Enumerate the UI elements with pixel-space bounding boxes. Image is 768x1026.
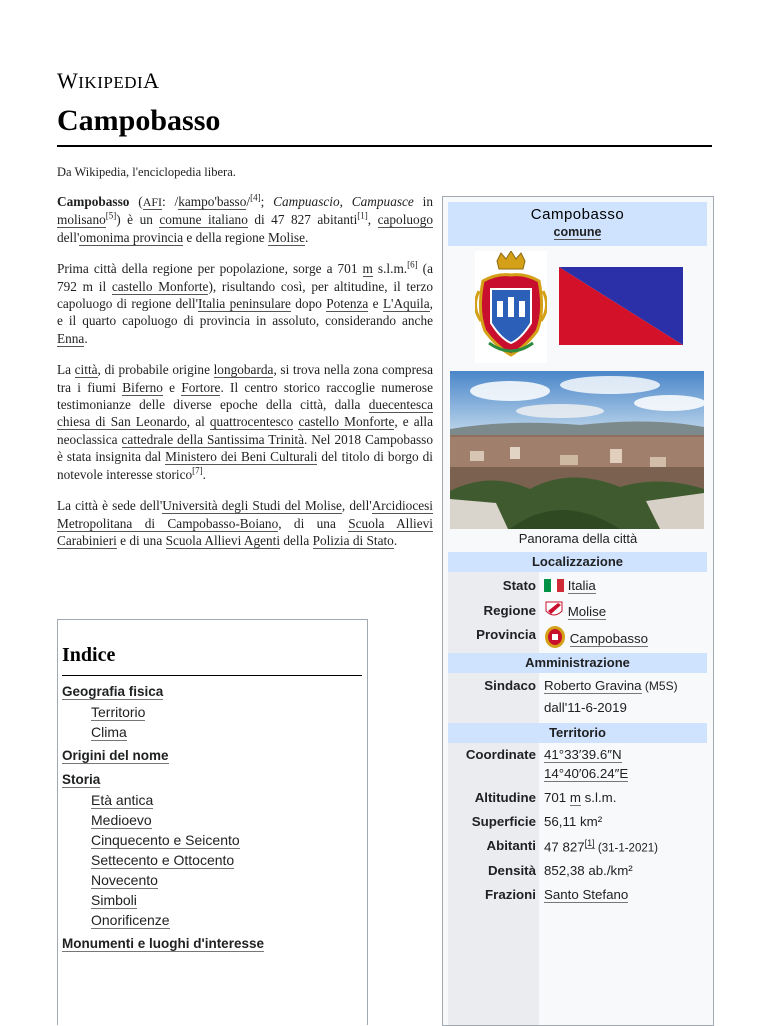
section-amministrazione: Amministrazione	[448, 653, 707, 673]
afi-link[interactable]: AFI	[142, 195, 163, 209]
value-longitude[interactable]: 14°40′06.24″E	[544, 766, 629, 781]
paragraph-institutions: La città è sede dell'Università degli Studi del Molise, dell'Arcidiocesi Metropolitana di Campobasso-Boiano, di una Scuola Allievi Carabinieri e di una Scuola Allievi Agenti della Polizia di Stato.	[57, 498, 433, 548]
paragraph-geography: Prima città della regione per popolazione, sorge a 701 m s.l.m.[6] (a 792 m il castello Monforte), risultando così, per altitudine, il terzo capoluogo di regione dell'Italia peninsulare dopo Potenza e L'Aquila, e il quarto capoluogo di provincia in assoluto, considerando anche Enna.	[57, 259, 434, 346]
paragraph-history: La città, di probabile origine longobarda, si trova nella zona compresa tra i fiumi Biferno e Fortore. Il centro storico raccoglie numerose testimonianze delle diverse epoche della città, dalla duecentesca chiesa di San Leonardo, al quattrocentesco castello Monforte, e alla neoclassica cattedrale della Santissima Trinità. Nel 2018 Campobasso è stata insignita dal Ministero dei Beni Culturali del titolo di borgo di notevole interesse storico[7].	[57, 362, 434, 482]
row-coordinate	[448, 747, 707, 787]
arcidiocesi-link[interactable]: Arcidiocesi Metropolitana di Campobasso-Boiano	[57, 498, 433, 531]
aquila-link[interactable]: L'Aquila	[382, 296, 430, 312]
label-frazioni[interactable]: Frazioni	[485, 887, 536, 902]
value-superficie: 56,11 km²	[544, 814, 603, 829]
row-frazioni	[448, 887, 707, 907]
row-superficie	[448, 814, 707, 834]
toc-list	[62, 680, 362, 954]
toc-title: Indice	[62, 644, 116, 666]
potenza-link[interactable]: Potenza	[326, 296, 369, 312]
toc-item[interactable]: Simboli	[91, 892, 137, 908]
subject-name: Campobasso	[57, 194, 130, 209]
value-regione[interactable]: Molise	[544, 601, 606, 619]
province-coat-icon	[544, 625, 566, 649]
toc-item[interactable]: Storia	[62, 772, 101, 787]
metro-link[interactable]: m	[362, 261, 373, 277]
label-superficie[interactable]: Superficie	[471, 814, 536, 829]
biferno-link[interactable]: Biferno	[122, 379, 163, 395]
toc-item[interactable]: Onorificenze	[91, 912, 170, 928]
toc-item[interactable]: Novecento	[91, 872, 158, 888]
tagline: Da Wikipedia, l'enciclopedia libera.	[57, 165, 236, 179]
wordmark-middle: IKIPEDI	[78, 73, 144, 92]
provincia-link[interactable]: omonima provincia	[79, 229, 184, 245]
label-altitudine[interactable]: Altitudine	[474, 790, 536, 805]
table-of-contents	[57, 619, 368, 1025]
paragraph-intro: Campobasso (AFI: /kampo'basso/[4]; Campuascio, Campuasce in molisano[5]) è un comune italiano di 47 827 abitanti[1], capoluogo dell'omonima provincia e della regione Molise.	[57, 192, 433, 245]
toc-item[interactable]: Settecento e Ottocento	[91, 852, 235, 868]
ref-4[interactable]: [4]	[250, 192, 261, 203]
ref-1[interactable]: [1]	[357, 210, 368, 221]
value-provincia[interactable]: Campobasso	[544, 625, 648, 649]
cattedrale-link[interactable]: cattedrale della Santissima Trinità	[121, 431, 305, 447]
duecentesca-link[interactable]: duecentesca	[368, 397, 433, 413]
carabinieri-link[interactable]: Scuola Allievi Carabinieri	[57, 515, 433, 548]
label-stato[interactable]: Stato	[502, 578, 536, 593]
wikipedia-wordmark[interactable]	[57, 68, 160, 94]
castello-link[interactable]: castello Monforte	[111, 278, 209, 294]
row-abitanti	[448, 838, 707, 858]
value-densita: 852,38 ab./km²	[544, 863, 633, 878]
molise-coat-icon	[544, 601, 564, 619]
italy-flag-icon	[544, 579, 564, 592]
value-sindaco[interactable]: Roberto Gravina (M5S)	[544, 678, 678, 693]
article-body	[57, 193, 433, 563]
ref-6[interactable]: [6]	[407, 259, 418, 270]
label-provincia[interactable]: Provincia	[476, 627, 536, 642]
value-latitude[interactable]: 41°33′39.6″N	[544, 747, 622, 762]
row-altitudine	[448, 790, 707, 810]
label-coordinate[interactable]: Coordinate	[465, 747, 536, 762]
label-densita[interactable]: Densità	[487, 863, 536, 878]
label-abitanti[interactable]: Abitanti	[486, 838, 536, 853]
chiesa-link[interactable]: chiesa di San Leonardo	[57, 414, 187, 430]
longobarda-link[interactable]: longobarda	[213, 362, 274, 378]
ref-1-link[interactable]: [1]	[584, 838, 595, 848]
value-stato[interactable]: Italia	[544, 578, 596, 593]
page-title: Campobasso	[57, 104, 221, 137]
row-stato	[448, 578, 707, 598]
toc-item[interactable]: Cinquecento e Seicento	[91, 832, 240, 848]
quattrocentesco-link[interactable]: quattrocentesco	[209, 414, 294, 430]
molise-link[interactable]: Molise	[268, 229, 305, 245]
label-sindaco[interactable]: Sindaco	[484, 678, 536, 693]
ref-7[interactable]: [7]	[192, 465, 203, 476]
universita-link[interactable]: Università degli Studi del Molise	[162, 498, 342, 514]
toc-divider	[62, 675, 362, 676]
toc-item[interactable]: Territorio	[91, 704, 146, 720]
section-territorio: Territorio	[448, 723, 707, 743]
row-provincia	[448, 625, 707, 651]
infobox-type[interactable]: comune	[553, 225, 602, 239]
row-sindaco	[448, 678, 707, 718]
image-caption: Panorama della città	[518, 531, 638, 546]
city-flag-icon[interactable]	[559, 267, 683, 345]
toc-item[interactable]: Clima	[91, 724, 127, 740]
title-divider	[57, 145, 712, 147]
toc-item[interactable]: Geografia fisica	[62, 684, 164, 699]
row-regione	[448, 601, 707, 623]
wordmark-w: W	[57, 68, 79, 93]
ipa-link[interactable]: kampo'basso	[178, 194, 247, 209]
agenti-link[interactable]: Scuola Allievi Agenti	[165, 532, 281, 548]
toc-item[interactable]: Origini del nome	[62, 748, 169, 763]
citta-link[interactable]: città	[74, 362, 98, 378]
toc-item[interactable]: Medioevo	[91, 812, 152, 828]
comune-link[interactable]: comune italiano	[159, 212, 248, 228]
castello-monforte-link[interactable]: castello Monforte	[298, 414, 395, 430]
capoluogo-link[interactable]: capoluogo	[377, 212, 433, 228]
section-localizzazione: Localizzazione	[448, 552, 707, 572]
italia-link[interactable]: Italia peninsulare	[197, 296, 291, 312]
toc-item[interactable]: Età antica	[91, 792, 154, 808]
infobox-name: Campobasso	[530, 206, 625, 223]
city-panorama-image[interactable]	[450, 371, 704, 529]
value-frazioni[interactable]: Santo Stefano	[544, 887, 629, 902]
coat-of-arms-icon[interactable]	[475, 251, 547, 363]
molisano-link[interactable]: molisano	[57, 212, 106, 228]
infobox	[442, 196, 714, 1026]
value-altitudine: 701 m s.l.m.	[544, 790, 617, 805]
ref-5[interactable]: [5]	[105, 210, 117, 221]
ministero-link[interactable]: Ministero dei Beni Culturali	[165, 449, 318, 465]
enna-link[interactable]: Enna	[57, 330, 85, 346]
infobox-header	[448, 202, 707, 246]
value-abitanti: 47 827[1] (31-1-2021)	[544, 838, 658, 855]
metre-link[interactable]: m	[569, 790, 581, 805]
toc-item[interactable]: Monumenti e luoghi d'interesse	[62, 936, 264, 951]
wordmark-a: A	[143, 68, 160, 93]
sindaco-since: dall'11-6-2019	[544, 700, 627, 715]
polizia-link[interactable]: Polizia di Stato	[312, 532, 394, 548]
fortore-link[interactable]: Fortore	[181, 379, 221, 395]
label-regione[interactable]: Regione	[483, 603, 536, 618]
row-densita	[448, 863, 707, 883]
